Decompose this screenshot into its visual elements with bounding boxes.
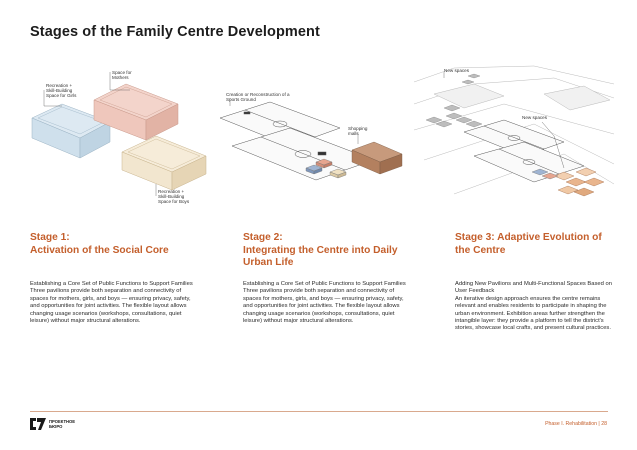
stage3-site-illustration — [414, 64, 614, 214]
label-boys-space: Recreation + Skill-Building Space for Boys — [158, 189, 190, 204]
stage2-sports-ground-illustration — [218, 88, 418, 218]
stage1-pavilions-illustration — [30, 60, 220, 220]
label-girls-space: Recreation + Skill-Building Space for Girls — [46, 83, 77, 98]
stage-1-heading-line-2: Activation of the Social Core — [30, 244, 169, 256]
shopping-mall-block — [352, 142, 402, 174]
bureau-logo — [30, 418, 75, 430]
stage-3-heading: Stage 3: Adaptive Evolution of the Centre — [455, 232, 602, 256]
stage-1-heading — [30, 232, 215, 257]
footer-divider — [30, 411, 608, 412]
page-footer-label: Phase I. Rehabilitation | 28 — [545, 421, 607, 427]
logo-mark-icon — [30, 418, 46, 430]
label-mothers-space: Space for Mothers — [112, 70, 132, 80]
stage-3-body: Adding New Pavilions and Multi-Functional Spaces Based on User Feedback An iterative design approach ensures the centre remains relevant and enables residents to participate in shaping the urban environment. Exhibition areas further strengthen the intangible layer: they provide a platform to tell the district's stories, showcase local crafts, and present cultural practices. — [455, 281, 612, 332]
label-new-spaces-right: New spaces — [522, 115, 548, 120]
boys-pavilion — [122, 136, 206, 190]
stage-1-heading-line-1: Stage 1: — [30, 232, 70, 243]
stage-2-heading-line-1: Stage 2: — [243, 232, 283, 243]
stage-2-heading-line-2: Integrating the Centre into Daily Urban Life — [243, 244, 398, 268]
label-sports-ground: Creation or Reconstruction of a Sports Ground — [226, 92, 290, 102]
logo-text: ПРОЕКТНОЕ БЮРО — [49, 419, 76, 429]
stage-1-body: Establishing a Core Set of Public Functions to Support Families Three pavilions provide both separation and connectivity of spaces for mothers, girls, and boys — ensuring privacy, safety, and opportunities for joint activities. The flexible layout allows changing usage scenarios (workshops, consultations, quiet leisure) without major structural alterations. — [30, 281, 193, 325]
stage-2-body: Establishing a Core Set of Public Functions to Support Families Three pavilions provide both separation and connectivity of spaces for mothers, girls, and boys — ensuring privacy, safety, and opportunities for joint activities. The flexible layout allows changing usage scenarios (workshops, consultations, quiet leisure) without major structural alterations. — [243, 281, 406, 325]
label-new-spaces-top: New spaces — [444, 68, 470, 73]
stage-2-heading — [243, 232, 428, 270]
page-title: Stages of the Family Centre Development — [30, 24, 320, 40]
label-shopping-malls: Shopping malls — [348, 126, 368, 136]
